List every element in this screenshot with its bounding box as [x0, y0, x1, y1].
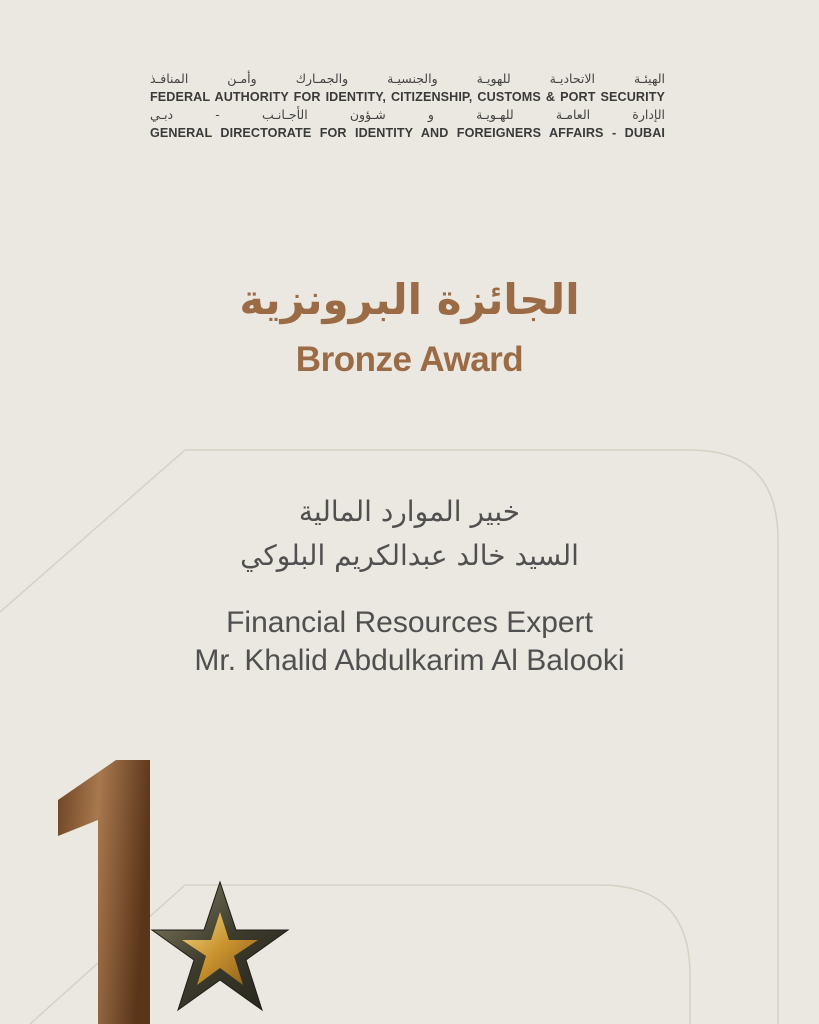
recipient-role-ar: خبير الموارد المالية	[298, 495, 521, 528]
recipient-role-en: Financial Resources Expert	[226, 606, 593, 639]
directorate-name-en: GENERAL DIRECTORATE FOR IDENTITY AND FOREIGNERS AFFAIRS - DUBAI	[150, 126, 665, 140]
recipient-block-ar	[0, 490, 819, 578]
award-title-ar: الجائزة البرونزية	[239, 275, 580, 324]
authority-name-en: FEDERAL AUTHORITY FOR IDENTITY, CITIZENSHIP, CUSTOMS & PORT SECURITY	[150, 90, 665, 104]
recipient-block-en	[0, 604, 819, 680]
award-title-en: Bronze Award	[295, 340, 524, 379]
directorate-name-ar: الإدارة العامـة للهـويـة و شـؤون الأجـانـب - دبـي	[150, 107, 665, 122]
recipient-name-ar: السيد خالد عبدالكريم البلوكي	[240, 539, 579, 572]
number-one-shape	[58, 760, 150, 1024]
organization-header	[150, 70, 665, 142]
star-icon	[152, 882, 288, 1010]
rank-graphic	[40, 740, 300, 1024]
recipient-name-en: Mr. Khalid Abdulkarim Al Balooki	[194, 644, 625, 677]
authority-name-ar: الهيئـة الاتحاديـة للهويـة والجنسيـة والجمـارك وأمـن المنافـذ	[150, 71, 665, 86]
rank-number-graphic	[40, 740, 300, 1024]
